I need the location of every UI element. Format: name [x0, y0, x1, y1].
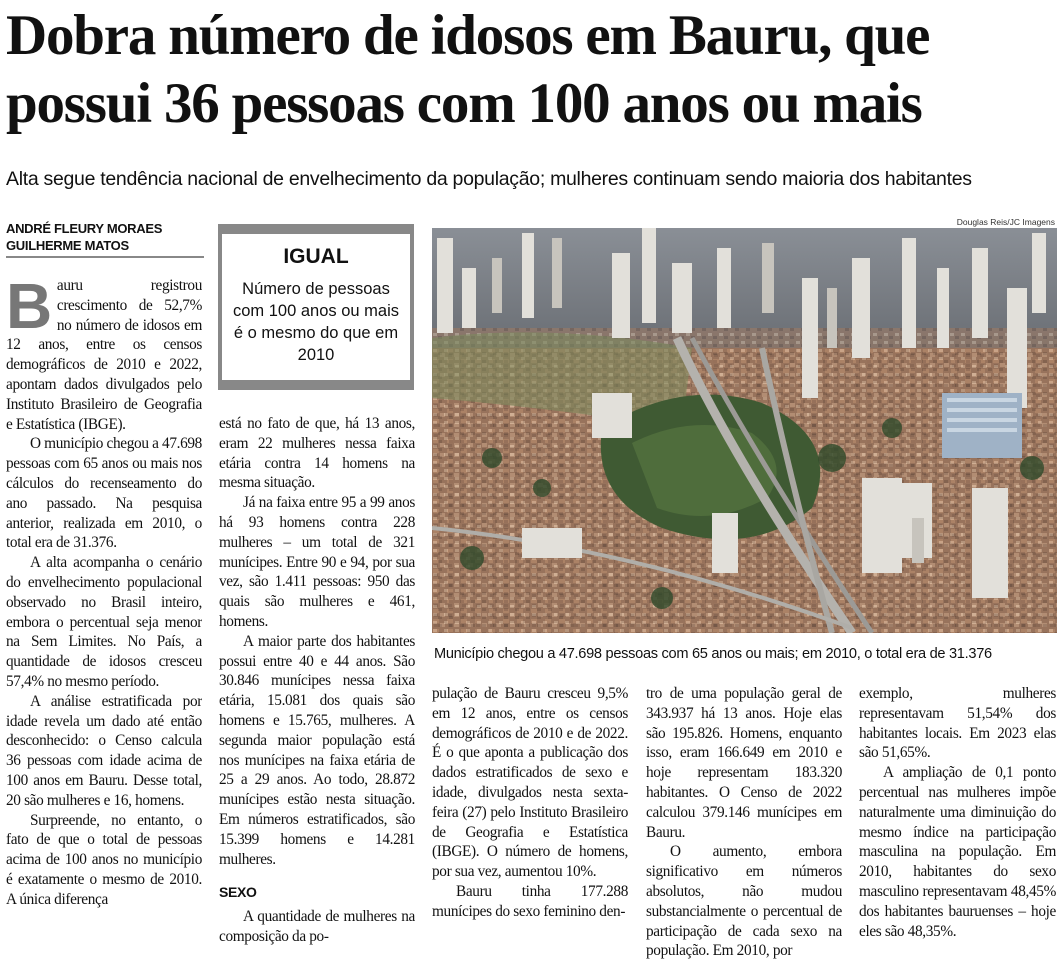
byline-author: GUILHERME MATOS — [6, 238, 129, 253]
subheadline: Alta segue tendência nacional de envelhecimento da população; mulheres continuam sendo maioria dos habitantes — [6, 168, 972, 190]
article-paragraph: A alta acompanha o cenário do envelhecimento populacional observado no Brasil inteiro, embora o percentual seja menor na Sem Limites. No País, a quantidade de idosos cresceu 57,4% no mesmo período. — [6, 554, 202, 690]
drop-cap: B — [6, 276, 52, 342]
article-paragraph: exemplo, mulheres representavam 51,54% dos habitantes locais. Em 2023 elas são 51,65%. — [859, 685, 1056, 762]
article-paragraph: A quantidade de mulheres na composição da po- — [219, 908, 415, 945]
article-column-1 — [6, 276, 202, 960]
city-aerial-photo — [432, 228, 1057, 633]
article-paragraph: Bauru tinha 177.288 munícipes do sexo feminino den- — [432, 882, 628, 920]
article-paragraph: pulação de Bauru cresceu 9,5% em 12 anos, entre os censos demográficos de 2010 e de 2022. É o que aponta a publicação dos dados estratificados de sexo e idade, divulgados nesta sexta-feira (27) pelo Instituto Brasileiro de Geografia e Estatística (IBGE). O número de homens, por sua vez, aumentou 10%. — [432, 685, 628, 881]
photo-credit: Douglas Reis/JC Imagens — [956, 217, 1055, 227]
article-column-5 — [859, 684, 1056, 960]
byline — [6, 220, 204, 258]
article-paragraph: Já na faixa entre 95 a 99 anos há 93 homens contra 228 mulheres – um total de 321 munícipes. Entre 90 e 94, por sua vez, são 1.411 pessoas: 950 das quais são mulheres e 461, homens. — [219, 494, 415, 630]
byline-author: ANDRÉ FLEURY MORAES — [6, 221, 163, 236]
article-paragraph: Bauru registrou crescimento de 52,7% no número de idosos em 12 anos, entre os censos demográficos de 2010 e 2022, apontam dados divulgados pelo Instituto Brasileiro de Geografia e Estatística (IBGE). — [6, 276, 202, 433]
article-paragraph: A maior parte dos habitantes possui entre 40 e 44 anos. São 30.846 munícipes nessa faixa etária, 15.081 dos quais são homens e 15.765, mulheres. A segunda maior população está nos munícipes na faixa etária de 25 a 29 anos. Ao todo, 28.872 munícipes estão nesta situação. Em números estratificados, são 15.399 homens e 14.281 mulheres. — [219, 632, 415, 868]
section-heading: SEXO — [219, 884, 257, 901]
headline: Dobra número de idosos em Bauru, que possui 36 pessoas com 100 anos ou mais — [6, 4, 930, 135]
article-paragraph: Surpreende, no entanto, o fato de que o total de pessoas acima de 100 anos no município é exatamente o mesmo de 2010. A única diferença — [6, 811, 202, 908]
article-paragraph: A análise estratificada por idade revela um dado até então desconhecido: o Censo calcula 36 pessoas com idade acima de 100 anos em Bauru. Desse total, 20 são mulheres e 16, homens. — [6, 692, 202, 809]
article-paragraph: está no fato de que, há 13 anos, eram 22 mulheres nessa faixa etária contra 14 homens na mesma situação. — [219, 415, 415, 492]
article-paragraph: tro de uma população geral de 343.937 há 13 anos. Hoje elas são 195.826. Homens, enquanto isso, eram 166.649 em 2010 e hoje representam 183.320 habitantes. O Censo de 2022 calculou 379.146 munícipes em Bauru. — [646, 685, 842, 841]
photo-caption: Município chegou a 47.698 pessoas com 65 anos ou mais; em 2010, o total era de 31.376 — [434, 646, 992, 662]
highlight-box-text: Número de pessoas com 100 anos ou mais é o mesmo do que em 2010 — [232, 280, 399, 364]
article-paragraph: A ampliação de 0,1 ponto percentual nas mulheres impõe naturalmente uma diminuição do mesmo índice na participação masculina na população. Em 2010, habitantes do sexo masculino representavam 48,45% dos habitantes bauruenses – hoje eles são 48,35%. — [859, 764, 1056, 940]
article-paragraph: O município chegou a 47.698 pessoas com 65 anos ou mais nos cálculos do recenseamento do ano passado. Na pesquisa anterior, realizada em 2010, o total era de 31.376. — [6, 435, 202, 552]
article-column-3 — [432, 684, 628, 960]
highlight-box — [218, 224, 414, 390]
article-paragraph: O aumento, embora significativo em números absolutos, não mudou substancialmente o percentual de participação de cada sexo na população. Em 2010, por — [646, 843, 842, 960]
article-column-4 — [646, 684, 842, 960]
article-column-2 — [219, 414, 415, 960]
highlight-box-title: IGUAL — [283, 245, 349, 268]
